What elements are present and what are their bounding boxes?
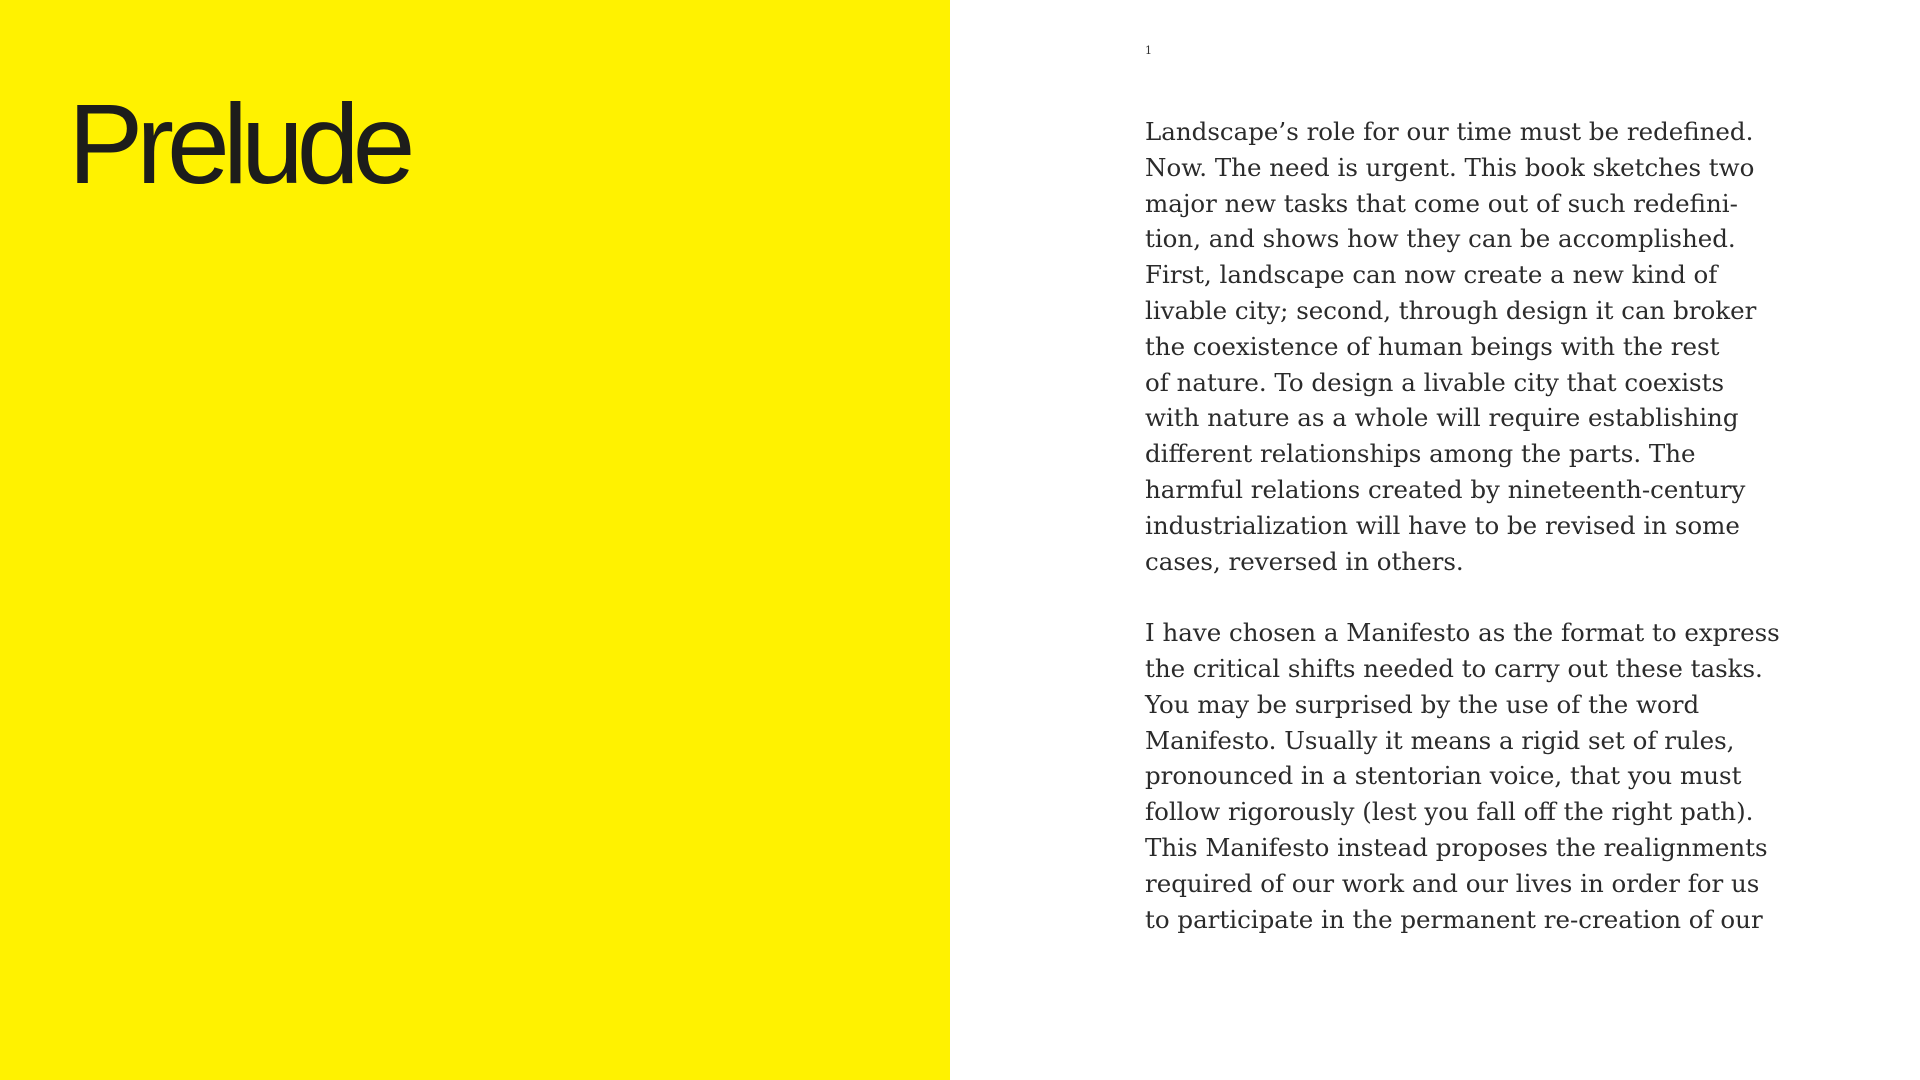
text-line: First, landscape can now create a new kind of <box>1145 260 1718 290</box>
text-line: different relationships among the parts. The <box>1145 439 1696 469</box>
text-line: to participate in the permanent re-creation of our <box>1145 904 1763 934</box>
text-line: follow rigorously (lest you fall off the right path). <box>1145 797 1754 827</box>
text-line: major new tasks that come out of such redefini- <box>1145 188 1738 218</box>
left-page-yellow <box>0 0 950 1080</box>
text-line: You may be surprised by the use of the word <box>1145 689 1700 719</box>
text-line: harmful relations created by nineteenth-century <box>1145 474 1746 504</box>
text-line: livable city; second, through design it can broker <box>1145 295 1757 325</box>
text-line: pronounced in a stentorian voice, that you must <box>1145 761 1742 791</box>
text-line: required of our work and our lives in order for us <box>1145 868 1760 898</box>
page-number: 1 <box>1145 44 1152 57</box>
text-line: of nature. To design a livable city that coexists <box>1145 367 1725 397</box>
text-line: Manifesto. Usually it means a rigid set of rules, <box>1145 725 1735 755</box>
paragraph-1 <box>1145 114 1775 579</box>
text-line: Now. The need is urgent. This book sketches two <box>1145 152 1755 182</box>
text-line: tion, and shows how they can be accomplished. <box>1145 224 1736 254</box>
right-page <box>950 0 1920 1080</box>
text-line: industrialization will have to be revised in some <box>1145 510 1740 540</box>
text-line: This Manifesto instead proposes the realignments <box>1145 832 1768 862</box>
text-line: I have chosen a Manifesto as the format to express <box>1145 618 1780 648</box>
chapter-title: Prelude <box>68 81 409 207</box>
text-line: with nature as a whole will require establishing <box>1145 403 1739 433</box>
text-line: the coexistence of human beings with the rest <box>1145 331 1720 361</box>
text-line: the critical shifts needed to carry out these tasks. <box>1145 653 1763 683</box>
text-line: cases, reversed in others. <box>1145 546 1464 576</box>
text-line: Landscape’s role for our time must be redefined. <box>1145 117 1754 146</box>
paragraph-2 <box>1145 615 1780 937</box>
body-text <box>1145 114 1780 973</box>
